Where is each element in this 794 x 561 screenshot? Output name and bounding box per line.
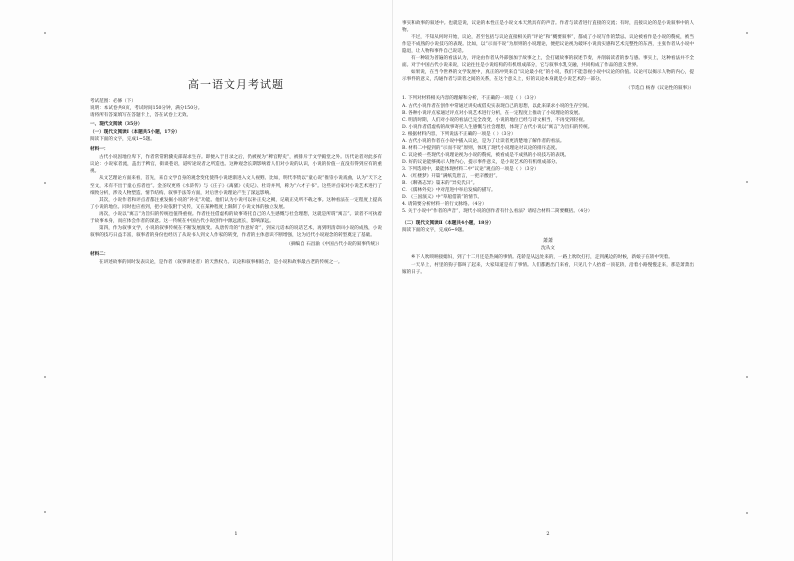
question-option: C. 议论被一些现代小说理论视为小说的赘疣，被看成是不成熟的小说技巧的表现。 — [402, 152, 570, 158]
exam-meta-range: 考试范围：必修（下） — [90, 99, 136, 104]
material-two-continuation: 不过，不知从何时开始，议论，甚至包括与议论直接相关的“评论”和“概要叙事”，都成了小说写作的禁忌。议论被看作是小说的赘疣，被当作是不成熟的小说技巧的表现。比如，以“示而不说”为原则的小说理论，便把议论视为破坏小说真实感和艺术完整性的东西，主张作者从小说中隐退，让人物和事件自己说话。 — [402, 35, 694, 55]
question-option: B. 《聊斋志异》篇末的“异史氏曰”。 — [402, 181, 478, 187]
subsection-heading-reading-one: （一）现代文阅读Ⅰ（本题共5小题，17分） — [90, 130, 180, 136]
material-one-source: （摘编自 石昌渝《中国古代小说的叙事传统》） — [286, 241, 382, 247]
scan-speck — [44, 32, 46, 34]
reading-instruction-two: 阅读下面的文字，完成6~9题。 — [402, 228, 467, 234]
scan-speck — [746, 181, 748, 183]
question-stem: 2. 根据材料内容，下列说法不正确的一项是（ ）（3分） — [402, 131, 516, 137]
material-one-paragraph: 从文艺理论方面来看，首先，来自文学自身的观念变化使得小说逐渐进入文人视野。比如，明代李贽以“童心说”推崇小说戏曲，认为“天下之至文，未有不出于童心焉者也”。金圣叹更将《水浒传》与《庄子》《离骚》《史记》、杜诗并列，称为“六才子书”。这些评点家对小说艺术进行了细致分析，涉及人物塑造、情节结构、叙事手法等方面，对后世小说理论产生了深远影响。 — [90, 176, 382, 196]
story-paragraph: 乡下人吹唢呐接媳妇，到了十二月还是热闹的事情。花轿是从远处来的，一路上吹吹打打，走到溪边的时候，新娘子在轿中哭着。 — [411, 255, 673, 261]
scan-speck — [44, 511, 46, 513]
material-one-paragraph: 古代小说因地位卑下，作者常常附骥史部谋求生存。即便入于目录之后，仍被视为“稗官野史”，被排斥于文学殿堂之外。历代论者对此多有议论：小说家者流，盖出于稗官，街谈巷语，道听途说者之所造也。这种观念长期影响着人们对小说的认识，小说的价值一直没有得到应有的重视。 — [90, 155, 382, 175]
subsection-heading-reading-two: （二）现代文阅读Ⅱ（本题共4小题，18分） — [402, 221, 494, 227]
material-two-continuation: 如果说，在当今世界的文学发展中，真正的冲突来自“议论最小化”的小说，我们不能忽视小说中议论的价值。议论可以揭示人物的内心，提示事件的意义，沟通作者与读者之间的关系，在这个意义上，好的议论本身就是小说艺术的一部分。 — [402, 70, 694, 83]
material-one-paragraph: 第四，作为叙事文学，小说的叙事传统在不断发展演变。从唐传奇的“作意好奇”，到宋元话本的说话艺术，再到明清章回小说的成熟，小说叙事的技巧日益丰富，叙事者的身份也经历了从说书人到文人作家的转变，作者的主体意识不断增强，这为近代小说观念的转型奠定了基础。 — [90, 225, 382, 238]
question-stem: 5. 关于小说中“作者的声音”，现代小说的创作者有什么看法？请结合材料二简要概括。（4分） — [402, 209, 593, 215]
question-option: B. 各种小说评点家通过评点对小说艺术进行分析，在一定程度上推动了小说理论的发展。 — [402, 110, 583, 116]
page-number-left: 1 — [234, 530, 238, 537]
scan-speck — [746, 376, 748, 378]
page-fold-divider — [392, 0, 393, 561]
material-one-label: 材料一： — [90, 147, 109, 153]
story-author: 沈从文 — [541, 246, 555, 252]
question-option: C. 《儒林外史》中对范进中举后发疯的描写。 — [402, 188, 496, 194]
question-stem: 4. 请简要分析材料一的行文脉络。（4分） — [402, 202, 487, 208]
material-two-continuation: 有一种较为普遍的看法认为，评论由作者从外部强加于故事之上，会打破故事的叙述节奏，并削弱读者的参与感。事实上，这种看法并不全面。对于中国古代小说来说，议论往往是小说结构的有机组成部分，它与叙事水乳交融，共同构成了作品的意义世界。 — [402, 56, 694, 69]
question-option: D. 小说作者借虚构的故事寄托人生感慨与社会理想，体现了古代小说以“寓言”为旨归的传统。 — [402, 124, 593, 130]
exam-meta-answer-note: 请将所有答案填写在答题卡上，答在试卷上无效。 — [90, 113, 192, 119]
material-two-paragraph: 在讲述故事的同时发表议论，是作者（叙事讲述者）的天然权力。议论和叙事相结合，是小说和故事最古老的传统之一。 — [99, 259, 343, 265]
question-option: D. 《三国演义》中“草船借箭”的情节。 — [402, 195, 483, 201]
story-paragraph: 一天早上，村里的狗子都叫了起来，大家知道是有了事情。人们都跑出门来看，只见几个人抬着一顶花轿，沿着小路慢慢走来，那是萧萧出嫁的日子。 — [402, 262, 694, 275]
question-option: B. 材料二中提到的“示而不说”原则，体现了现代小说理论对议论的排斥态度。 — [402, 145, 560, 151]
question-option: A. 《红楼梦》开篇“满纸荒唐言，一把辛酸泪”。 — [402, 173, 501, 179]
scan-speck — [44, 376, 46, 378]
question-option: C. 明清时期，人们对小说的看法已完全改变，小说的地位已经与诗文相当，不再受到轻视。 — [402, 117, 588, 123]
scan-speck — [44, 182, 46, 184]
right-page — [402, 20, 694, 538]
question-stem: 3. 下列选项中，最能体现材料二中“议论”观点的一项是（ ）（3分） — [402, 166, 539, 172]
reading-instruction: 阅读下面的文字，完成1~5题。 — [90, 137, 155, 143]
section-heading-modern-reading: 一、现代文阅读（35分） — [90, 122, 143, 128]
material-one-paragraph: 其次，小说作者和评点者都注重发掘小说的“补史”功能。他们认为小说可以补正史之阙，记载正史所不载之事。这种看法在一定程度上提高了小说的地位。同时也应看到，把小说依附于史传，又在某种程度上限制了小说文体的独立发展。 — [90, 197, 382, 210]
material-two-continuation: 事实和故事的叙述中。也就是说，议论的本性正是小说文本天然具有的声音。作者与读者进行直接的交流；有时，直接议论的是小说叙事中的人物。 — [402, 21, 694, 34]
story-title: 萧萧 — [542, 238, 553, 245]
question-option: D. 好的议论能够揭示人物内心，提示事件意义，是小说艺术的有机组成部分。 — [402, 159, 561, 165]
material-one-paragraph: 再次，小说以“寓言”为旨归的传统也值得重视。作者往往借虚构的故事寄托自己的人生感慨与社会理想，这就是所谓“寓言”。读者不可执着于故事本身，而应体会作者的深意。这一传统在中国古代小说创作中源远流长，影响深远。 — [90, 211, 382, 224]
question-option: A. 古代小说的作者在小说中插入议论，是为了让读者更清楚地了解作者的看法。 — [402, 138, 565, 144]
left-page — [90, 20, 382, 538]
question-option: A. 古代小说作者在创作中常通过讲史或借史实表现自己的思想，以此来谋求小说的生存空间。 — [402, 103, 592, 109]
question-stem: 1. 下列对材料相关内容的理解和分析，不正确的一项是（ ）（3分） — [402, 96, 539, 102]
page-number-right: 2 — [546, 530, 550, 537]
exam-title: 高一语文月考试题 — [188, 78, 284, 91]
material-two-label: 材料二： — [90, 251, 109, 257]
exam-meta-description: 说明：本试卷共8页，考试时间150分钟，满分150分。 — [90, 106, 203, 112]
material-two-source: （节选自 杨春《议论性的叙事》） — [625, 86, 694, 92]
scan-speck — [746, 32, 748, 34]
scan-speck — [746, 512, 748, 514]
